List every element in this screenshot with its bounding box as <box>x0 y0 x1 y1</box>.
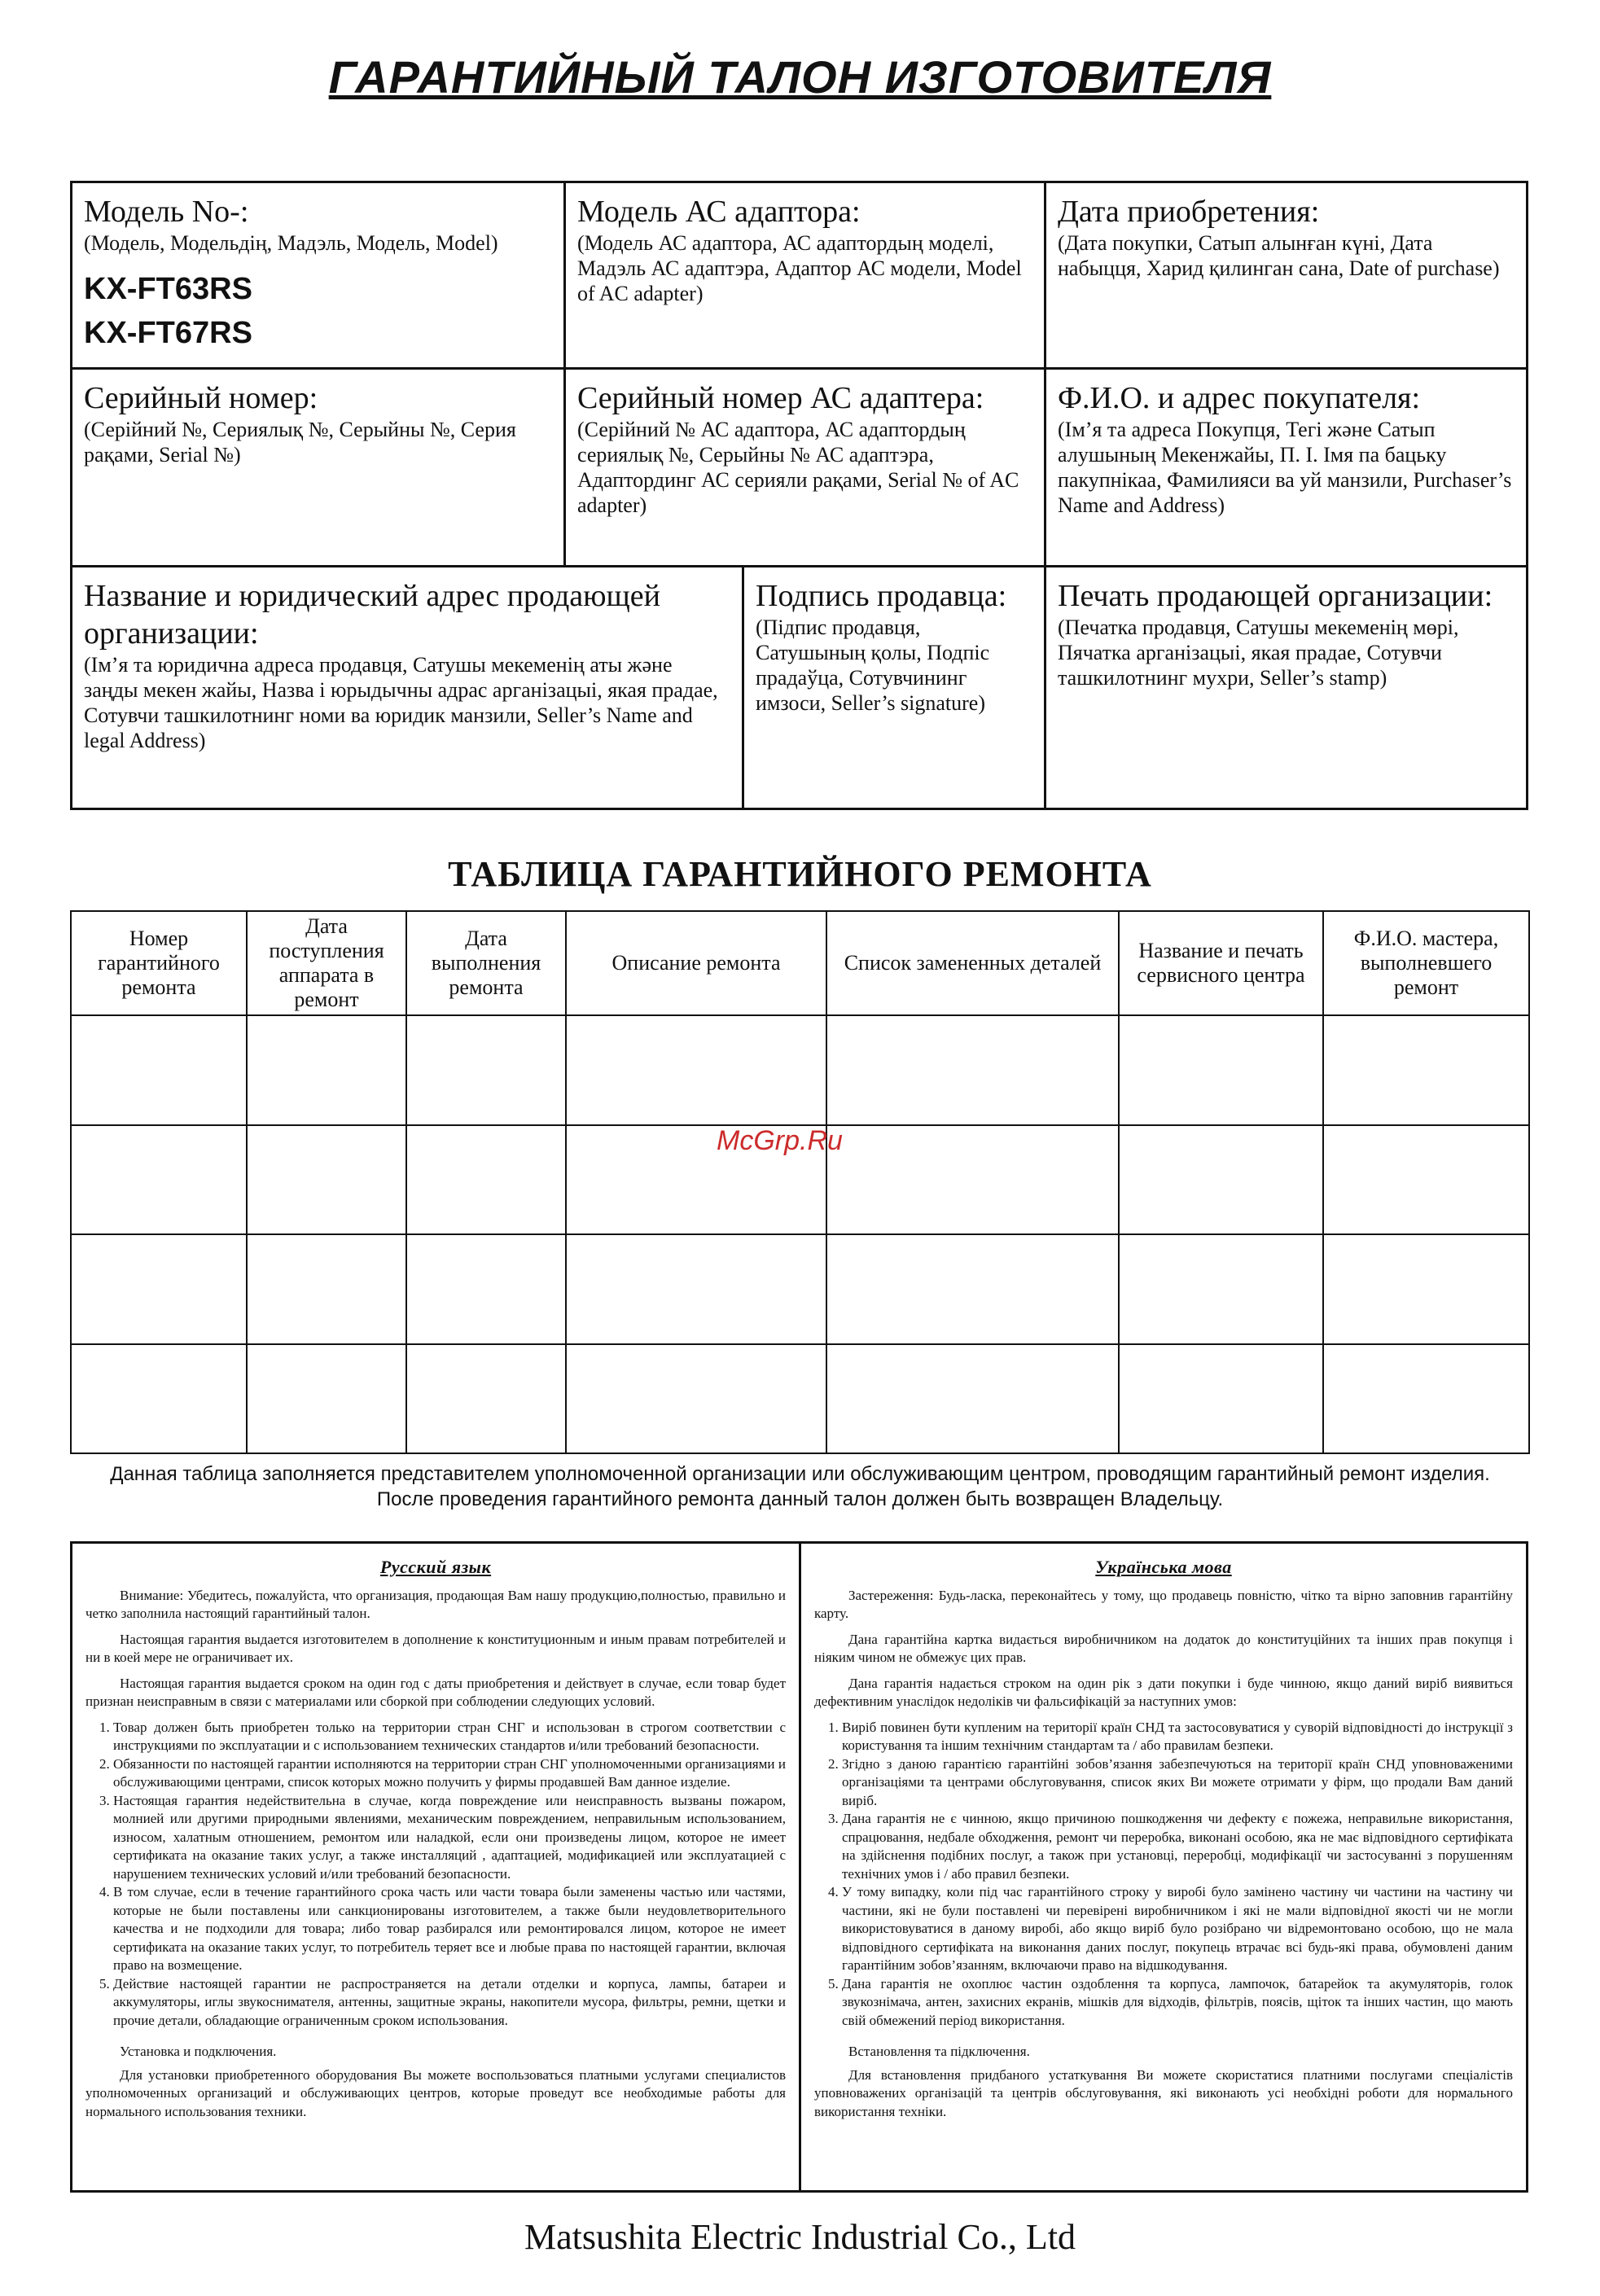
seller-stamp-cell[interactable] <box>1044 565 1526 808</box>
seller-signature-cell[interactable] <box>742 565 1044 808</box>
table-row <box>71 1015 1529 1125</box>
table-cell[interactable] <box>406 1344 566 1454</box>
table-cell[interactable] <box>826 1344 1119 1454</box>
adapter-model-sublabel: (Модель АС адаптора, АС адаптордың моделі, Мадэль АС адаптэра, Адаптор АС модели, Model of AC adapter) <box>577 231 1022 305</box>
adapter-model-label: Модель АС адаптора: <box>577 195 861 229</box>
install-title: Установка и подключения. <box>120 2044 277 2059</box>
table-cell[interactable] <box>71 1015 247 1125</box>
seller-stamp-label: Печать продающей организации: <box>1058 579 1493 613</box>
purchase-date-sublabel: (Дата покупки, Сатып алынған күні, Дата набыцця, Харид қилинган сана, Date of purchase) <box>1058 231 1500 280</box>
terms-ukrainian <box>801 1544 1526 2190</box>
note-line: После проведения гарантийного ремонта данный талон должен быть возвращен Владельцу. <box>376 1488 1224 1510</box>
install-text: Для встановлення придбаного устаткування Ви можете скористатися платними послугами спеціалістів уповноважених організацій та центрів обслуговування, які виконають усі необхідні роботи для нормального використання техніки. <box>814 2066 1513 2119</box>
note-line: Данная таблица заполняется представителем уполномоченной организации или обслуживающим центром, проводящим гарантийный ремонт изделия. <box>110 1463 1490 1485</box>
table-cell[interactable] <box>406 1015 566 1125</box>
seller-stamp-sublabel: (Печатка продавця, Сатушы мекеменің мөрі, Пячатка арганізацыі, якая прадае, Сотувчи ташкилотнинг мухри, Seller’s stamp) <box>1058 616 1459 690</box>
terms-paragraph: Настоящая гарантия выдается изготовителем в дополнение к конституционным и иным правам потребителей и ни в коей мере не ограничивает их. <box>85 1631 786 1665</box>
col-header: Дата выполнения ремонта <box>406 911 566 1015</box>
repair-table-header-row <box>71 911 1529 1015</box>
col-header: Номер гарантийного ремонта <box>71 911 247 1015</box>
table-row <box>71 1344 1529 1454</box>
table-cell[interactable] <box>1323 1234 1529 1344</box>
table-cell[interactable] <box>1323 1344 1529 1454</box>
table-cell[interactable] <box>71 1125 247 1235</box>
warranty-card <box>70 181 1528 810</box>
seller-name-sublabel: (Ім’я та юридична адреса продавця, Сатушы мекеменің аты және заңды мекен жайы, Назва і юрыдычны адрас арганізацыі, якая прадае, Сотувчи ташкилотнинг номи ва юридик манзили, Seller’s Name and legal Address) <box>84 653 718 752</box>
list-item: 4. В том случае, если в течение гарантийного срока часть или части товара были заменены частью или частями, которые не были поставлены или санкционированы изготовителем, а также были неудовлетворительного качества и не подходили для товара; либо товар разбирался или ремонтировался лицом, которое не имеет сертификата на оказание таких услуг, то потребитель теряет все и любые права по настоящей гарантии, включая право на возмещение. <box>113 1883 786 1975</box>
serial-cell[interactable] <box>72 367 563 565</box>
buyer-label: Ф.И.О. и адрес покупателя: <box>1058 381 1421 415</box>
col-header: Название и печать сервисного центра <box>1119 911 1323 1015</box>
table-cell[interactable] <box>1119 1125 1323 1235</box>
adapter-serial-sublabel: (Серійний № АС адаптора, АС адаптордың сериялық №, Серыйны № АС адаптэра, Адаптординг АС серияли рақами, Serial № of AC adapter) <box>577 418 1019 517</box>
terms-paragraph: Внимание: Убедитесь, пожалуйста, что организация, продающая Вам нашу продукцию,полностью, правильно и четко заполнила настоящий гарантийный талон. <box>85 1587 786 1621</box>
col-header: Ф.И.О. мастера, выполневшего ремонт <box>1323 911 1529 1015</box>
seller-signature-sublabel: (Підпис продавця, Сатушының қолы, Подпіс прадаўца, Сотувчининг имзоси, Seller’s signature) <box>756 616 990 715</box>
terms-paragraph: Дана гарантія надається строком на один рік з дати покупки і буде чинною, якщо даний виріб виявиться дефективним унаслідок недоліків чи фальсифікацій за наступних умов: <box>814 1675 1513 1709</box>
table-cell[interactable] <box>826 1015 1119 1125</box>
model-sublabel: (Модель, Модельдің, Мадэль, Модель, Model) <box>84 231 498 255</box>
install-title: Встановлення та підключення. <box>848 2044 1030 2059</box>
table-cell[interactable] <box>1323 1125 1529 1235</box>
list-item: 5. Дана гарантія не охоплює частин оздоблення та корпуса, лампочок, батарейок та акумуляторів, голок звукознімача, антен, захисних екранів, мішків для відходів, фільтрів, поясів, щіток та інших частин, що мають свій обмежений період використання. <box>842 1975 1513 2031</box>
adapter-serial-label: Серийный номер АС адаптера: <box>577 381 984 415</box>
table-cell[interactable] <box>826 1125 1119 1235</box>
table-cell[interactable] <box>566 1234 826 1344</box>
seller-signature-label: Подпись продавца: <box>756 579 1007 613</box>
table-cell[interactable] <box>247 1125 406 1235</box>
terms-list <box>814 1719 1513 2031</box>
table-cell[interactable] <box>566 1344 826 1454</box>
adapter-model-cell[interactable] <box>563 183 1044 367</box>
seller-name-cell[interactable] <box>72 565 742 808</box>
col-header: Список замененных деталей <box>826 911 1119 1015</box>
buyer-cell[interactable] <box>1044 367 1526 565</box>
buyer-sublabel: (Ім’я та адреса Покупця, Тегі және Сатып алушының Мекенжайы, П. І. Імя па бацьку пакупнікаа, Фамилияси ва уй манзили, Purchaser’s Name and Address) <box>1058 418 1512 517</box>
list-item: 1. Виріб повинен бути купленим на території країн СНД та застосовуватися у суворій відповідності до інструкції з користування та іншим технічним стандартам та / або правилам безпеки. <box>842 1719 1513 1755</box>
model-cell[interactable] <box>72 183 563 367</box>
repair-table <box>70 910 1530 1454</box>
purchase-date-cell[interactable] <box>1044 183 1526 367</box>
model-value: KX-FT63RS <box>84 272 252 306</box>
table-cell[interactable] <box>826 1234 1119 1344</box>
list-item: 1. Товар должен быть приобретен только на территории стран СНГ и использован в строгом соответствии с инструкциями по эксплуатации и с использованием технических стандартов и/или требований безопасности. <box>113 1719 786 1755</box>
install-text: Для установки приобретенного оборудования Вы можете воспользоваться платными услугами специалистов уполномоченных организаций и обслуживающих центров, которые проведут все необходимые работы для нормального использования техники. <box>85 2066 786 2119</box>
serial-label: Серийный номер: <box>84 381 318 415</box>
table-cell[interactable] <box>247 1344 406 1454</box>
terms-paragraph: Настоящая гарантия выдается сроком на один год с даты приобретения и действует в случае, если товар будет признан неисправным в связи с материалами или сборкой при соблюдении следующих условий. <box>85 1675 786 1709</box>
warranty-terms <box>70 1541 1528 2193</box>
seller-name-label: Название и юридический адрес продающей организации: <box>84 579 660 651</box>
terms-list <box>85 1719 786 2031</box>
list-item: 4. У тому випадку, коли під час гарантійного строку у виробі було замінено частину чи частини на частину чи частини, які не були поставлені чи перевірені виробничником і які не мали відповідної якості чи не могли використовуватися в даному виробі, або якщо виріб було розібрано чи відремонтовано особою, що не мала відповідного сертифіката на виконання даних послуг, покупець втрачає всі будь-які права, обумовлені даним гарантійним зобов’язанням, включаючи право на відшкодування. <box>842 1883 1513 1975</box>
model-value: KX-FT67RS <box>84 316 252 350</box>
table-cell[interactable] <box>71 1234 247 1344</box>
table-cell[interactable] <box>247 1234 406 1344</box>
list-item: 3. Дана гарантія не є чинною, якщо причиною пошкодження чи дефекту є пожежа, неправильне використання, спрацювання, недбале обходження, ремонт чи переробка, виконані особою, яка не має відповідного сертифіката на здійснення подібних послуг, а також при установці, переробці, модифікації чи застосуванні з порушенням технічних умов і / або правил безпеки. <box>842 1810 1513 1883</box>
terms-paragraph: Дана гарантійна картка видається виробничником на додаток до конституційних та інших прав покупця і ніяким чином не обмежує цих прав. <box>814 1631 1513 1665</box>
table-cell[interactable] <box>406 1234 566 1344</box>
table-cell[interactable] <box>71 1344 247 1454</box>
terms-paragraph: Застереження: Будь-ласка, переконайтесь у тому, що продавець повністю, чітко та вірно заповнив гарантійну карту. <box>814 1587 1513 1621</box>
table-row <box>71 1234 1529 1344</box>
table-cell[interactable] <box>247 1015 406 1125</box>
manufacturer-footer: Matsushita Electric Industrial Co., Ltd <box>524 2217 1076 2257</box>
model-label: Модель No-: <box>84 195 249 229</box>
list-item: 2. Згідно з даною гарантією гарантійні зобов’язання забезпечуються на території країн СНД уповноваженими організаціями та центрами обслуговування, список яких Ви можете отримати у фірм, що продали Вам даний виріб. <box>842 1755 1513 1811</box>
terms-heading: Українська мова <box>1095 1557 1232 1577</box>
list-item: 2. Обязанности по настоящей гарантии исполняются на территории стран СНГ уполномоченными организациями и обслуживающими центрами, список которых можно получить у фирмы продавшей Вам данное изделие. <box>113 1755 786 1792</box>
list-item: 3. Настоящая гарантия недействительна в случае, когда повреждение или неисправность вызваны пожаром, молнией или другими природными явлениями, механическим повреждением, неправильным использованием, износом, халатным отношением, ремонтом или наладкой, если они произведены лицом, которое не имеет сертификата на оказание таких услуг, а также инсталляций , адаптацией, модификацией или эксплуатацией с нарушением технических условий и/или требований безопасности. <box>113 1792 786 1884</box>
terms-russian <box>72 1544 801 2190</box>
table-cell[interactable] <box>1323 1015 1529 1125</box>
repair-table-note <box>0 1461 1600 1512</box>
col-header: Описание ремонта <box>566 911 826 1015</box>
terms-heading: Русский язык <box>379 1557 492 1577</box>
repair-table-title: ТАБЛИЦА ГАРАНТИЙНОГО РЕМОНТА <box>448 854 1152 894</box>
table-cell[interactable] <box>1119 1234 1323 1344</box>
table-cell[interactable] <box>1119 1344 1323 1454</box>
adapter-serial-cell[interactable] <box>563 367 1044 565</box>
col-header: Дата поступления аппарата в ремонт <box>247 911 406 1015</box>
purchase-date-label: Дата приобретения: <box>1058 195 1320 229</box>
table-cell[interactable] <box>566 1015 826 1125</box>
serial-sublabel: (Серійний №, Сериялық №, Серыйны №, Серия рақами, Serial №) <box>84 418 516 467</box>
table-cell[interactable] <box>406 1125 566 1235</box>
list-item: 5. Действие настоящей гарантии не распространяется на детали отделки и корпуса, лампы, батареи и аккумуляторы, иглы звукоснимателя, антенны, защитные экраны, накопители мусора, фильтры, ремни, щетки и прочие детали, обладающие ограниченным сроком использования. <box>113 1975 786 2031</box>
page-title: ГАРАНТИЙНЫЙ ТАЛОН ИЗГОТОВИТЕЛЯ <box>328 51 1272 103</box>
table-cell[interactable] <box>1119 1015 1323 1125</box>
watermark: McGrp.Ru <box>717 1125 843 1156</box>
